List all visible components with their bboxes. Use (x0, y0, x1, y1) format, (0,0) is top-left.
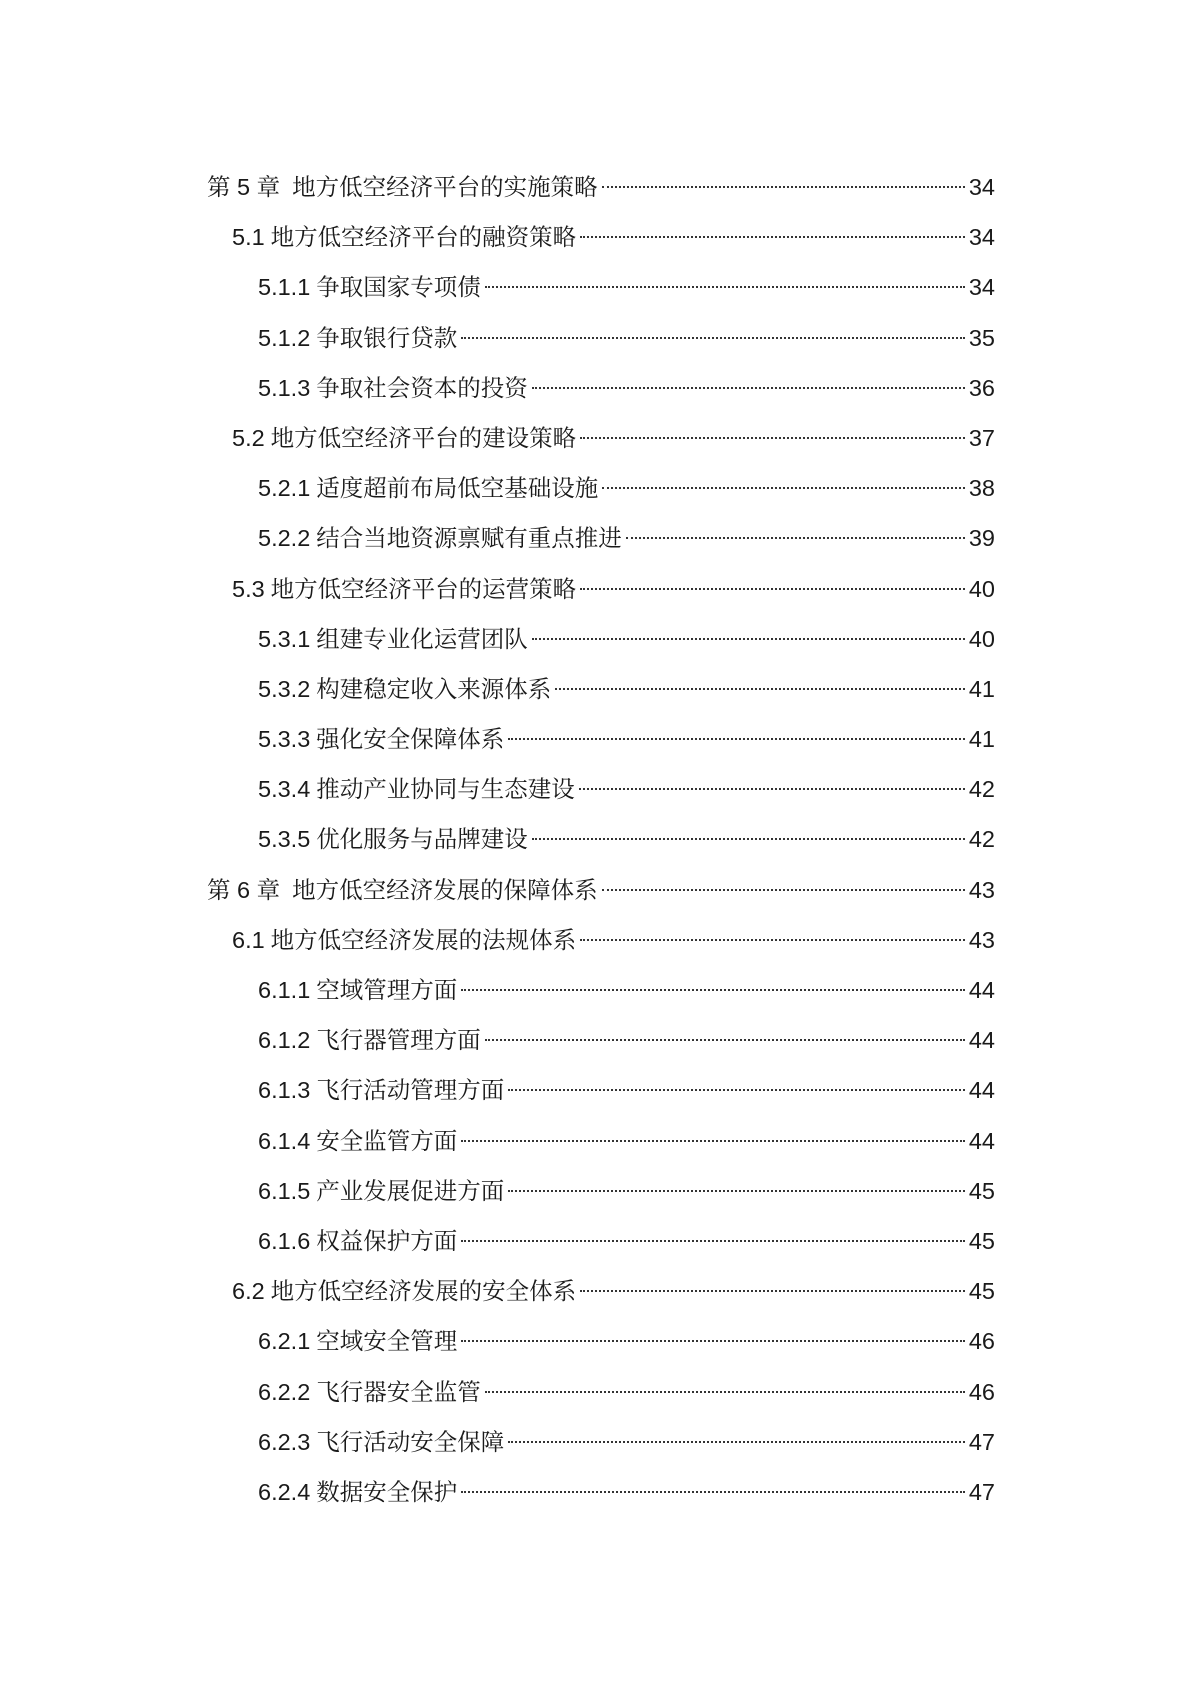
entry-page-number: 43 (968, 876, 995, 903)
dot-leader (485, 1391, 965, 1393)
toc-entry-6-2-4[interactable] (207, 1467, 995, 1517)
entry-title: 组建专业化运营团队 (316, 624, 528, 653)
entry-number: 6.1.5 (258, 1177, 311, 1204)
entry-title: 飞行器安全监管 (316, 1377, 481, 1406)
dot-leader (461, 1340, 965, 1342)
dot-leader (461, 989, 965, 991)
entry-number: 5.2 (232, 424, 265, 451)
entry-number: 第 5 章 (207, 174, 281, 200)
toc-entry-5-3-3[interactable] (207, 714, 995, 764)
entry-title: 地方低空经济平台的融资策略 (270, 223, 577, 252)
toc-entry-6-1-6[interactable] (207, 1216, 995, 1266)
dot-leader (580, 588, 965, 590)
entry-page-number: 43 (968, 926, 995, 953)
entry-page-number: 39 (968, 525, 995, 552)
entry-number: 5.2.2 (258, 525, 311, 552)
entry-number: 6.2.1 (258, 1328, 311, 1355)
entry-page-number: 42 (968, 776, 995, 803)
entry-title: 地方低空经济平台的实施策略 (292, 173, 598, 201)
entry-number: 5.3.1 (258, 625, 311, 652)
toc-entry-5-1-3[interactable] (207, 363, 995, 413)
entry-title: 推动产业协同与生态建设 (316, 775, 575, 804)
entry-number: 6.1.1 (258, 977, 311, 1003)
entry-number: 6.2.2 (258, 1378, 311, 1405)
entry-number: 5.1.3 (258, 374, 311, 401)
entry-number: 5.3.4 (258, 776, 311, 803)
entry-title: 飞行器管理方面 (316, 1026, 481, 1055)
dot-leader (580, 236, 965, 238)
toc-entry-5-2[interactable] (207, 413, 995, 463)
toc-entry-chapter-6[interactable] (207, 865, 995, 915)
toc-entry-5-2-1[interactable] (207, 463, 995, 513)
entry-title: 空域安全管理 (316, 1327, 458, 1356)
entry-title: 优化服务与品牌建设 (316, 825, 528, 854)
entry-title: 产业发展促进方面 (316, 1176, 505, 1205)
toc-entry-6-2[interactable] (207, 1266, 995, 1316)
toc-entry-5-1[interactable] (207, 212, 995, 262)
entry-number: 6.2.4 (258, 1478, 311, 1505)
entry-number: 5.1.1 (258, 274, 311, 301)
entry-title: 权益保护方面 (316, 1226, 458, 1255)
toc-entry-6-1[interactable] (207, 915, 995, 965)
dot-leader (532, 838, 965, 840)
entry-page-number: 45 (968, 1177, 995, 1204)
entry-page-number: 34 (968, 174, 995, 200)
entry-title: 地方低空经济发展的安全体系 (270, 1277, 577, 1306)
entry-title: 争取社会资本的投资 (316, 373, 528, 402)
dot-leader (508, 738, 965, 740)
entry-page-number: 44 (968, 977, 995, 1003)
dot-leader (532, 387, 965, 389)
entry-page-number: 46 (968, 1328, 995, 1355)
entry-title: 构建稳定收入来源体系 (316, 674, 552, 703)
toc-entry-5-3[interactable] (207, 564, 995, 614)
entry-page-number: 37 (968, 424, 995, 451)
toc-entry-5-1-2[interactable] (207, 313, 995, 363)
entry-title: 安全监管方面 (316, 1126, 458, 1155)
entry-number: 6.1.6 (258, 1227, 311, 1254)
entry-number: 6.1 (232, 926, 265, 953)
entry-title: 结合当地资源禀赋有重点推进 (316, 524, 622, 553)
dot-leader (461, 1491, 965, 1493)
dot-leader (508, 1089, 965, 1091)
entry-number: 5.1.2 (258, 324, 311, 351)
entry-title: 强化安全保障体系 (316, 725, 505, 754)
entry-title: 争取国家专项债 (316, 273, 481, 302)
dot-leader (580, 939, 965, 941)
dot-leader (485, 286, 965, 288)
toc-entry-6-1-5[interactable] (207, 1166, 995, 1216)
dot-leader (580, 1290, 965, 1292)
toc-entry-6-1-1[interactable] (207, 965, 995, 1015)
dot-leader (461, 337, 965, 339)
dot-leader (508, 1441, 965, 1443)
dot-leader (626, 537, 965, 539)
toc-entry-6-1-2[interactable] (207, 1015, 995, 1065)
entry-page-number: 44 (968, 1127, 995, 1154)
entry-number: 第 6 章 (207, 876, 281, 903)
entry-title: 空域管理方面 (316, 976, 458, 1004)
dot-leader (461, 1140, 965, 1142)
entry-page-number: 45 (968, 1278, 995, 1305)
entry-page-number: 41 (968, 726, 995, 753)
entry-number: 6.1.3 (258, 1077, 311, 1104)
toc-entry-5-2-2[interactable] (207, 513, 995, 563)
toc-entry-6-2-2[interactable] (207, 1367, 995, 1417)
entry-title: 适度超前布局低空基础设施 (316, 474, 599, 503)
entry-number: 6.2 (232, 1278, 265, 1305)
dot-leader (602, 186, 965, 188)
entry-page-number: 41 (968, 675, 995, 702)
entry-title: 飞行活动管理方面 (316, 1076, 505, 1105)
entry-number: 5.3.3 (258, 726, 311, 753)
entry-page-number: 44 (968, 1077, 995, 1104)
entry-title: 数据安全保护 (316, 1477, 458, 1506)
toc-entry-6-2-1[interactable] (207, 1316, 995, 1366)
entry-page-number: 40 (968, 625, 995, 652)
dot-leader (580, 437, 965, 439)
toc-entry-5-1-1[interactable] (207, 262, 995, 312)
entry-page-number: 34 (968, 224, 995, 251)
entry-title: 地方低空经济发展的法规体系 (270, 925, 577, 954)
entry-page-number: 47 (968, 1478, 995, 1505)
entry-title: 地方低空经济平台的运营策略 (270, 574, 577, 603)
toc-entry-6-2-3[interactable] (207, 1417, 995, 1467)
dot-leader (602, 889, 965, 891)
entry-number: 5.3.2 (258, 675, 311, 702)
entry-page-number: 46 (968, 1378, 995, 1405)
toc-entry-5-3-1[interactable] (207, 614, 995, 664)
entry-number: 5.2.1 (258, 475, 311, 502)
entry-number: 6.2.3 (258, 1428, 311, 1455)
entry-title: 争取银行贷款 (316, 323, 458, 352)
entry-page-number: 47 (968, 1428, 995, 1455)
entry-number: 5.1 (232, 224, 265, 251)
toc-entry-6-1-4[interactable] (207, 1116, 995, 1166)
entry-page-number: 42 (968, 826, 995, 853)
entry-title: 地方低空经济发展的保障体系 (292, 875, 598, 904)
entry-number: 5.3.5 (258, 826, 311, 853)
dot-leader (532, 638, 965, 640)
toc-entry-5-3-2[interactable] (207, 664, 995, 714)
table-of-contents (207, 162, 995, 1517)
dot-leader (461, 1240, 965, 1242)
entry-page-number: 40 (968, 575, 995, 602)
toc-entry-5-3-4[interactable] (207, 764, 995, 814)
entry-page-number: 45 (968, 1227, 995, 1254)
dot-leader (508, 1190, 965, 1192)
entry-page-number: 34 (968, 274, 995, 301)
entry-page-number: 36 (968, 374, 995, 401)
dot-leader (579, 788, 965, 790)
entry-page-number: 38 (968, 475, 995, 502)
toc-entry-5-3-5[interactable] (207, 814, 995, 864)
toc-entry-chapter-5[interactable] (207, 162, 995, 212)
entry-number: 6.1.2 (258, 1027, 311, 1054)
toc-entry-6-1-3[interactable] (207, 1065, 995, 1115)
dot-leader (602, 487, 965, 489)
dot-leader (485, 1039, 965, 1041)
entry-title: 地方低空经济平台的建设策略 (270, 423, 577, 452)
entry-page-number: 35 (968, 324, 995, 351)
entry-number: 5.3 (232, 575, 265, 602)
entry-number: 6.1.4 (258, 1127, 311, 1154)
dot-leader (555, 688, 965, 690)
entry-title: 飞行活动安全保障 (316, 1427, 505, 1456)
entry-page-number: 44 (968, 1027, 995, 1054)
